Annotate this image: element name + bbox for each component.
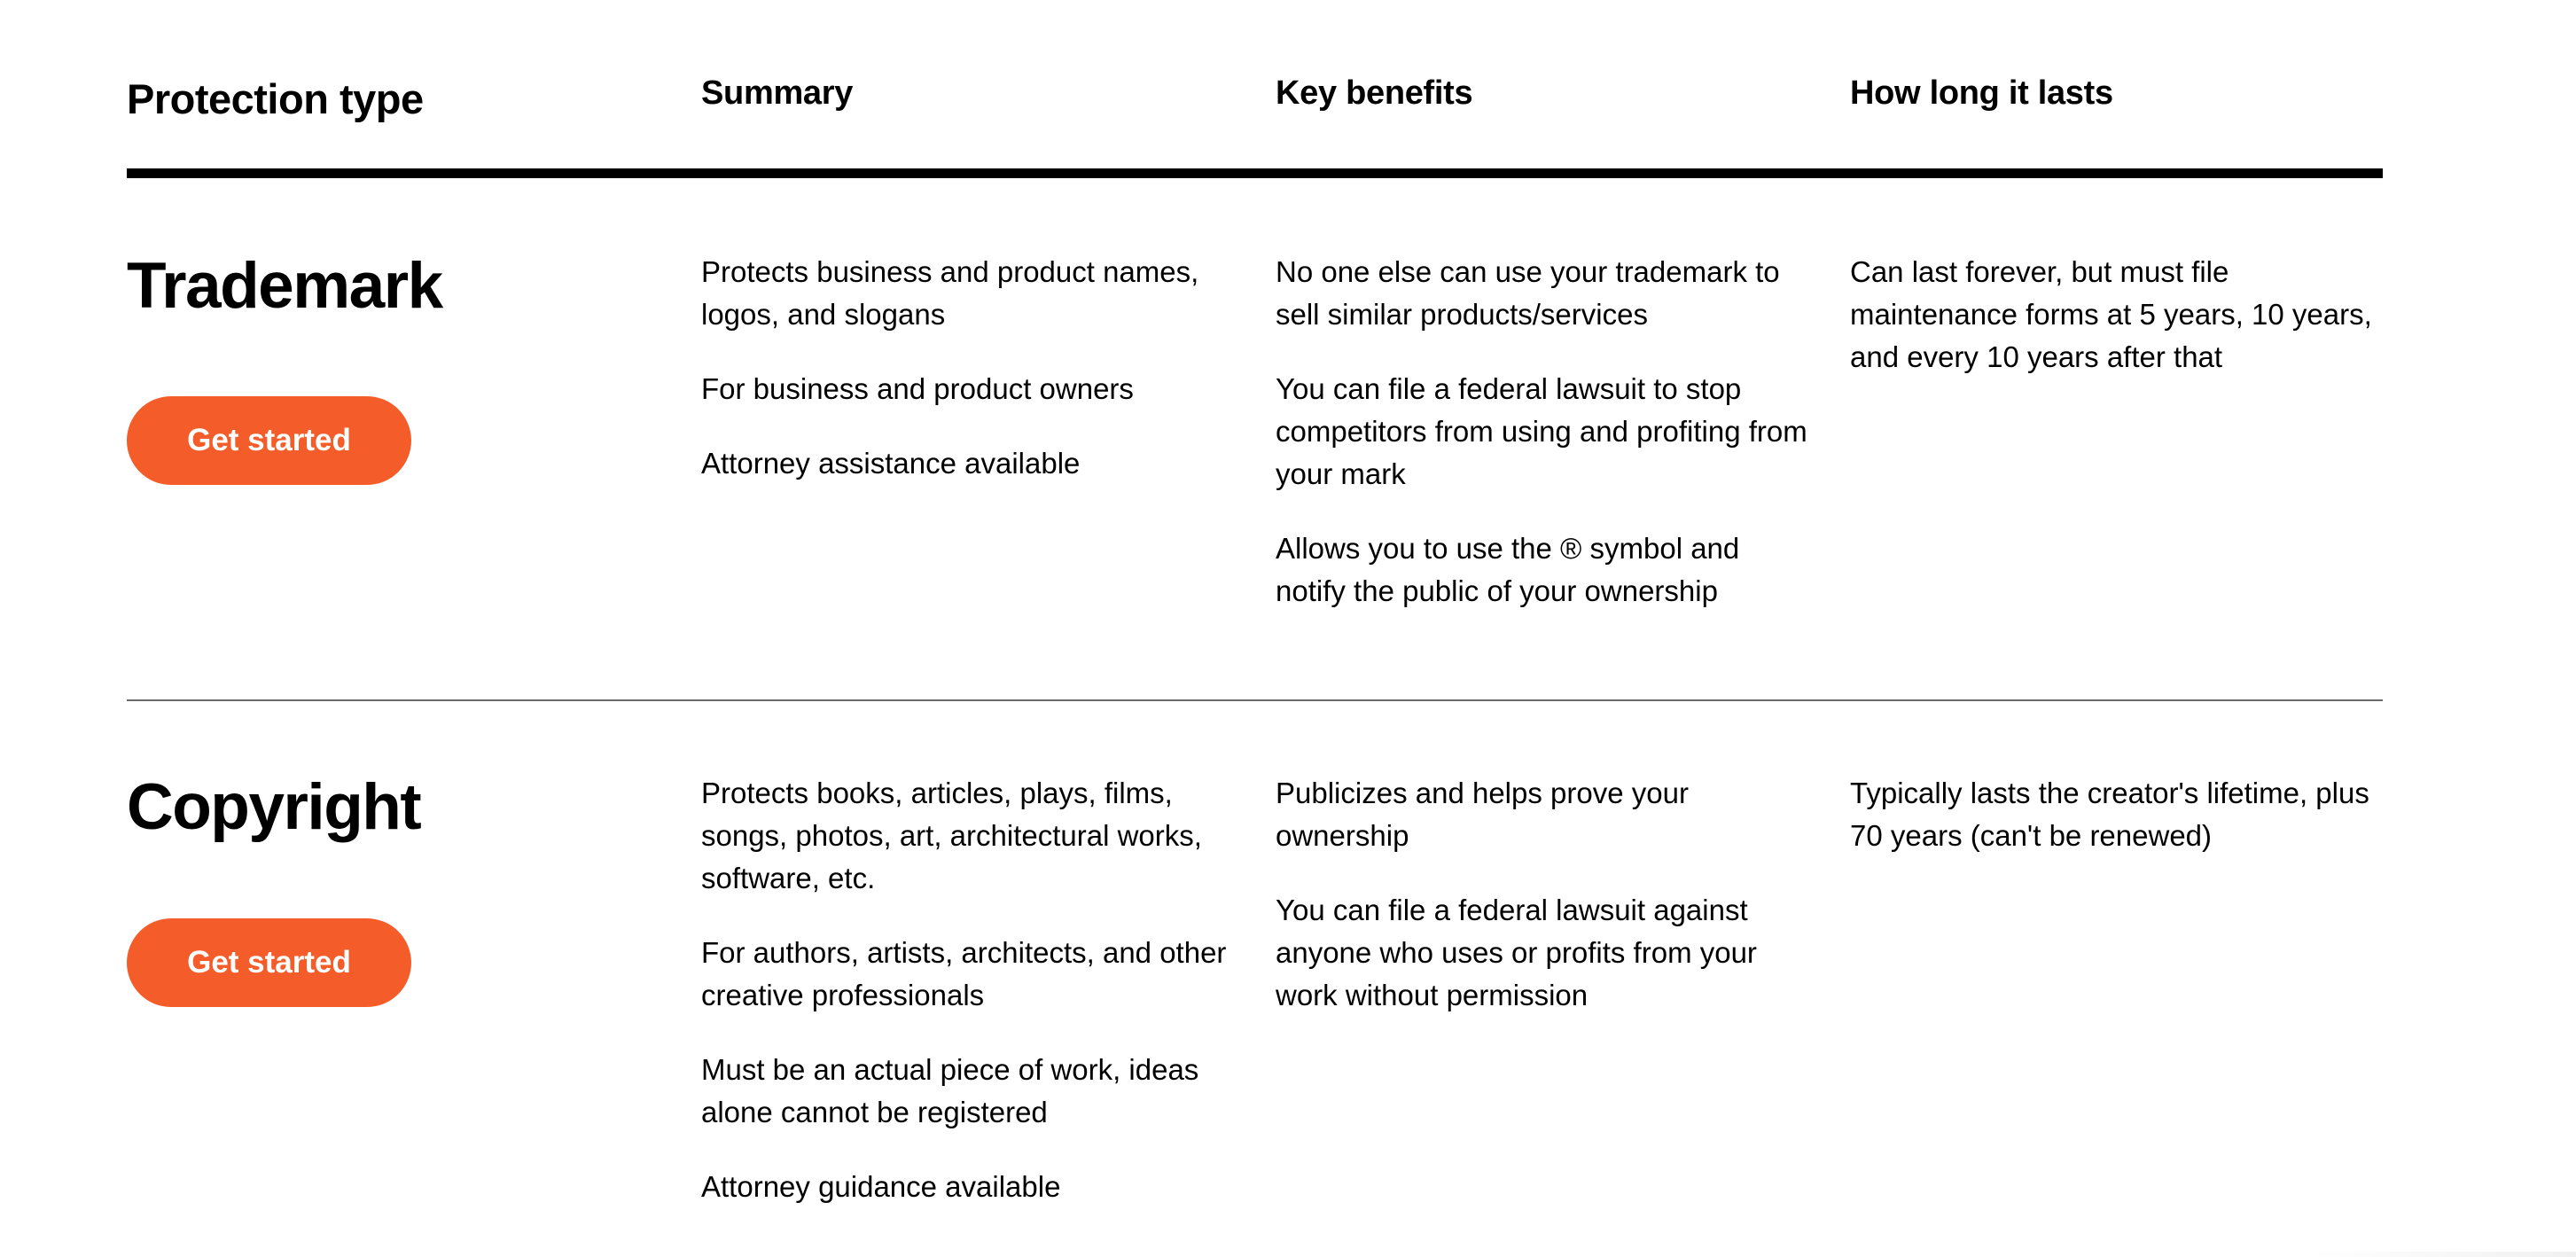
summary-cell	[701, 772, 1233, 1208]
corner-shadow	[2310, 1252, 2576, 1257]
summary-item: Protects books, articles, plays, films, songs, photos, art, architectural works, software, etc.	[701, 777, 1202, 894]
table-row-copyright	[127, 701, 2383, 1257]
benefit-item: Allows you to use the ® symbol and notify the public of your ownership	[1276, 532, 1740, 607]
table-header	[127, 0, 2383, 178]
duration-cell	[1850, 772, 2382, 857]
summary-item: Must be an actual piece of work, ideas alone cannot be registered	[701, 1053, 1199, 1128]
duration-item: Can last forever, but must file maintenance forms at 5 years, 10 years, and every 10 years after that	[1850, 255, 2372, 373]
header-summary: Summary	[701, 74, 854, 112]
header-key-benefits: Key benefits	[1276, 74, 1473, 112]
table-row-trademark	[127, 178, 2383, 701]
benefit-item: You can file a federal lawsuit against anyone who uses or profits from your work without permission	[1276, 894, 1757, 1011]
benefits-cell	[1276, 772, 1807, 1017]
summary-cell	[701, 251, 1233, 485]
benefit-item: No one else can use your trademark to sell similar products/services	[1276, 255, 1780, 331]
protection-type-title: Trademark	[127, 250, 442, 322]
protection-type-title: Copyright	[127, 771, 421, 843]
summary-item: Attorney assistance available	[701, 447, 1081, 480]
get-started-button-copyright[interactable]: Get started	[127, 918, 411, 1007]
summary-item: For authors, artists, architects, and other creative professionals	[701, 936, 1227, 1011]
benefit-item: Publicizes and helps prove your ownership	[1276, 777, 1689, 852]
summary-item: For business and product owners	[701, 372, 1134, 405]
benefits-cell	[1276, 251, 1807, 613]
header-how-long: How long it lasts	[1850, 74, 2113, 112]
header-protection-type: Protection type	[127, 75, 424, 122]
summary-item: Attorney guidance available	[701, 1170, 1061, 1203]
duration-cell	[1850, 251, 2382, 379]
benefit-item: You can file a federal lawsuit to stop competitors from using and profiting from your mark	[1276, 372, 1807, 490]
get-started-button-trademark[interactable]: Get started	[127, 396, 411, 485]
duration-item: Typically lasts the creator's lifetime, plus 70 years (can't be renewed)	[1850, 777, 2369, 852]
summary-item: Protects business and product names, logos, and slogans	[701, 255, 1199, 331]
comparison-table	[127, 0, 2383, 1257]
